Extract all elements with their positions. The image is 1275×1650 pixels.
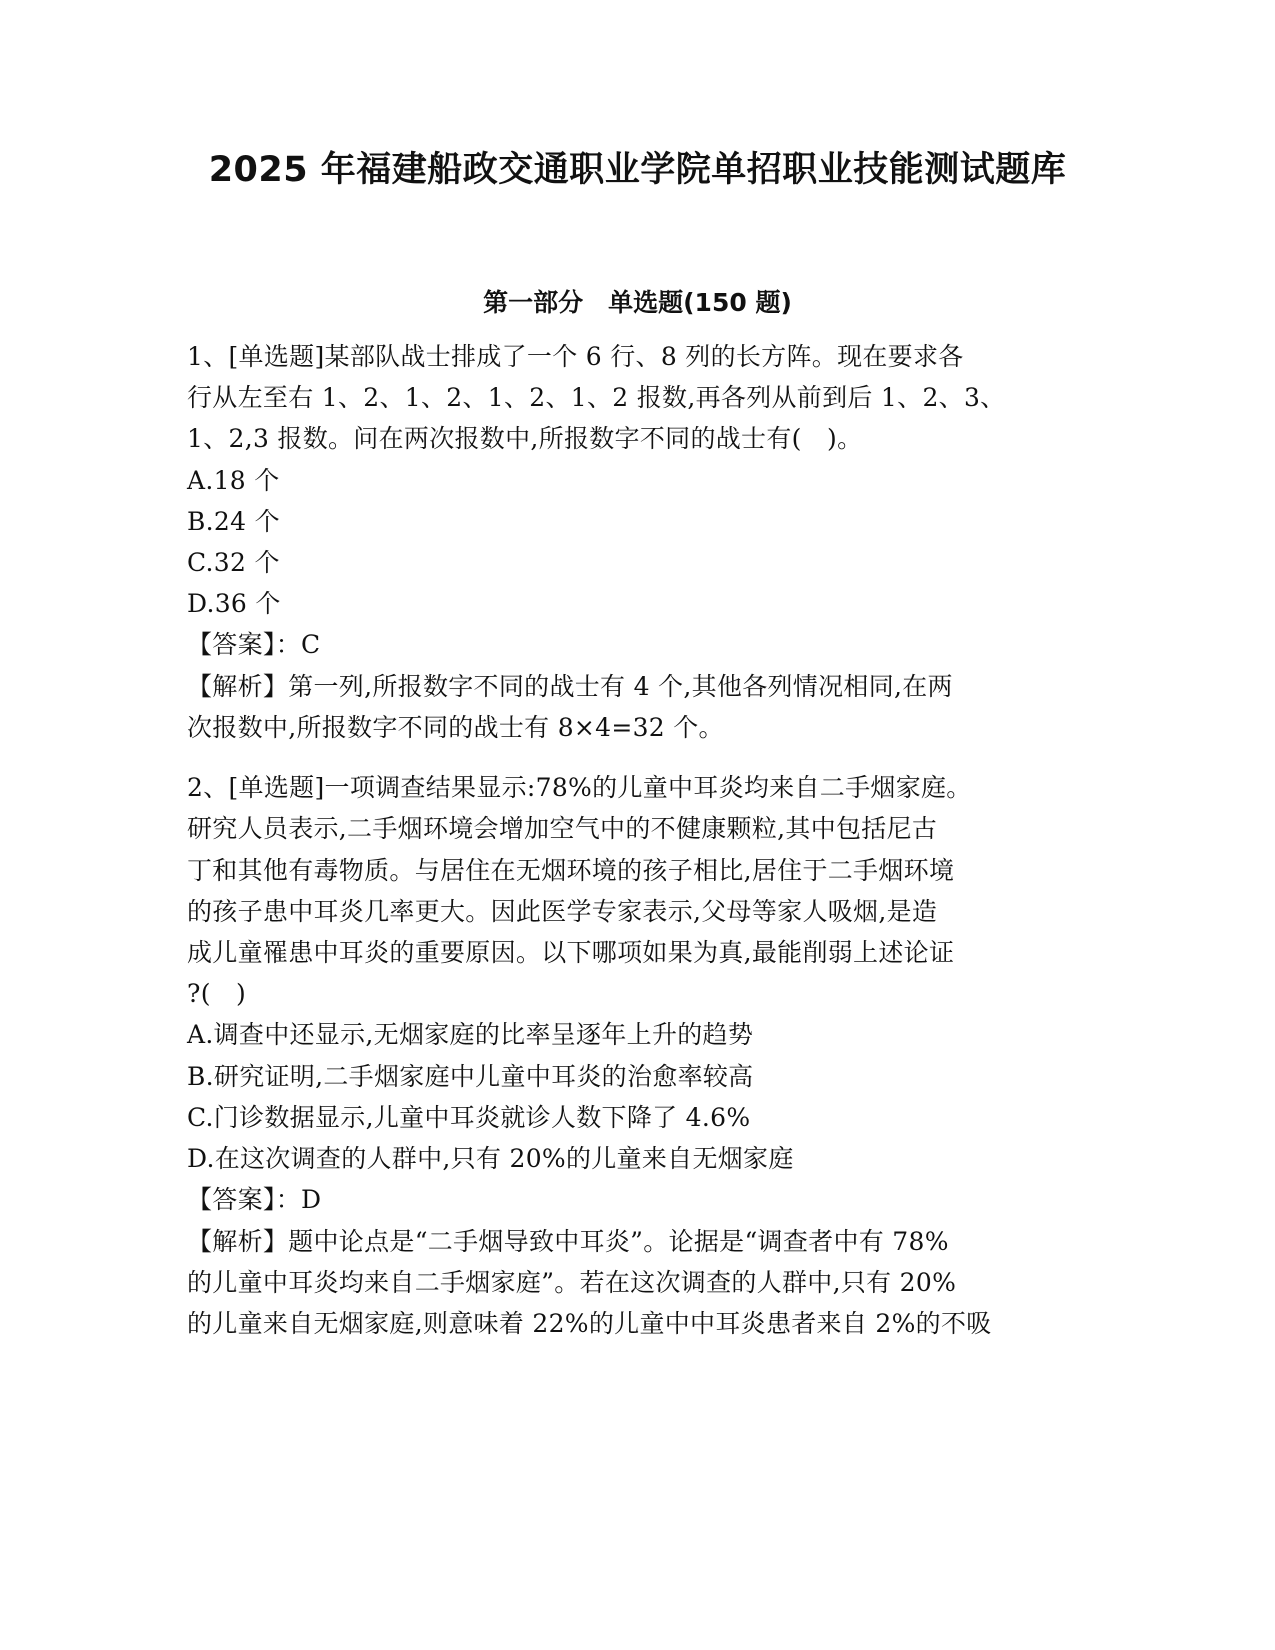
question-stem-line: 1、2,3 报数。问在两次报数中,所报数字不同的战士有( )。 [187, 424, 863, 453]
analysis-line: 的儿童中耳炎均来自二手烟家庭”。若在这次调查的人群中,只有 20% [187, 1268, 957, 1297]
answer-line: 【答案】：C [187, 630, 321, 659]
option-d: D.36 个 [187, 589, 281, 618]
option-b: B.24 个 [187, 507, 280, 536]
analysis-line: 【解析】第一列,所报数字不同的战士有 4 个,其他各列情况相同,在两 [187, 672, 953, 701]
analysis-line: 【解析】题中论点是“二手烟导致中耳炎”。论据是“调查者中有 78% [187, 1227, 949, 1256]
section-heading: 第一部分 单选题(150 题) [483, 288, 792, 317]
option-a: A.调查中还显示,无烟家庭的比率呈逐年上升的趋势 [187, 1020, 754, 1049]
question-stem-line: 2、[单选题]一项调查结果显示:78%的儿童中耳炎均来自二手烟家庭。 [187, 773, 972, 802]
document-title: 2025 年福建船政交通职业学院单招职业技能测试题库 [208, 150, 1067, 190]
option-a: A.18 个 [187, 466, 280, 495]
question-stem-line: 的孩子患中耳炎几率更大。因此医学专家表示,父母等家人吸烟,是造 [187, 897, 938, 926]
question-stem-line: 1、[单选题]某部队战士排成了一个 6 行、8 列的长方阵。现在要求各 [187, 342, 964, 371]
option-b: B.研究证明,二手烟家庭中儿童中耳炎的治愈率较高 [187, 1062, 754, 1091]
analysis-line: 次报数中,所报数字不同的战士有 8×4=32 个。 [187, 713, 724, 742]
option-d: D.在这次调查的人群中,只有 20%的儿童来自无烟家庭 [187, 1144, 794, 1173]
question-stem-line: 研究人员表示,二手烟环境会增加空气中的不健康颗粒,其中包括尼古 [187, 814, 938, 843]
question-stem-line: 成儿童罹患中耳炎的重要原因。以下哪项如果为真,最能削弱上述论证 [187, 938, 955, 967]
question-stem-line: 丁和其他有毒物质。与居住在无烟环境的孩子相比,居住于二手烟环境 [187, 856, 955, 885]
analysis-line: 的儿童来自无烟家庭,则意味着 22%的儿童中中耳炎患者来自 2%的不吸 [187, 1309, 992, 1338]
question-stem-line: 行从左至右 1、2、1、2、1、2、1、2 报数,再各列从前到后 1、2、3、 [187, 383, 1006, 412]
question-stem-line: ?( ) [187, 979, 247, 1008]
option-c: C.门诊数据显示,儿童中耳炎就诊人数下降了 4.6% [187, 1103, 751, 1132]
option-c: C.32 个 [187, 548, 280, 577]
answer-line: 【答案】：D [187, 1185, 322, 1214]
